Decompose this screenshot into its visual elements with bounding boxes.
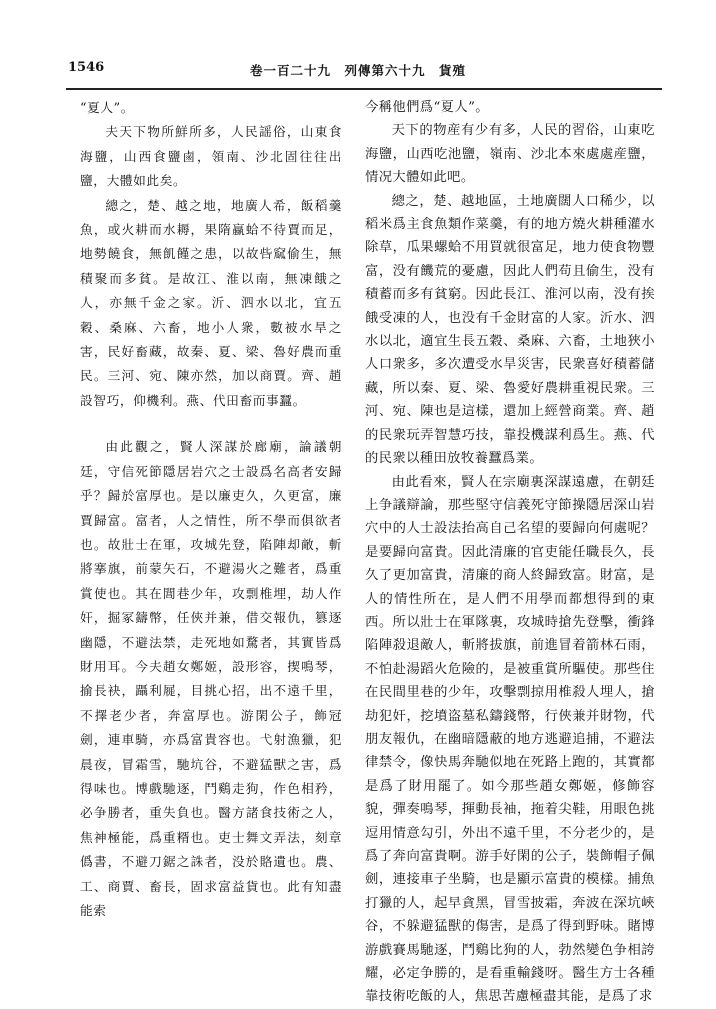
classical-paragraph: 夫天下物所鮮所多，人民謡俗，山東食海鹽，山西食鹽鹵，領南、沙北固往往出鹽，大體如此矣。 <box>80 124 342 189</box>
translation-paragraph: 由此看來，賢人在宗廟裏深謀遠慮，在朝廷上争議辯論，那些堅守信義死守節操隱居深山岩穴中的人士設法抬高自己名望的要歸向何處呢？是要歸向富貴。因此清廉的官吏能任職長久，長久了更加富貴，清廉的商人終歸致富。財富，是人的情性所在，是人們不用學而都想得到的東西。所以壯士在軍隊裏，攻城時搶先登擊，衝鋒陷陣殺退敵人，斬將拔旗，前進冒着箭林石雨，不怕赴湯蹈火危險的，是被重賞所驅使。那些住在民間里巷的少年，攻擊剽掠用椎殺人埋人，搶劫犯奸，挖墳盗墓私鑄錢幣，行俠兼并財物，代朋友報仇，在幽暗隱蔽的地方逃避追捕，不避法律禁令，像快馬奔馳似地在死路上跑的，其實都是爲了財用罷了。如今那些趙女鄭姬，修飾容貌，彈奏鳴琴，揮動長袖，拖着尖鞋，用眼色挑逗用情意勾引，外出不遠千里，不分老少的，是爲了奔向富貴啊。游手好閑的公子，裝飾帽子佩劍，連接車子坐騎，也是顯示富貴的模樣。捕魚打獵的人，起早貪黑，冒雪披霜，奔波在深坑峽谷，不躲避猛獸的傷害，是爲了得到野味。賭博游戲賽馬馳逐，鬥鷄比狗的人，勃然變色争相誇耀，必定争勝的，是看重輸錢呀。醫生方士各種靠技術吃飯的人，焦思苦慮極盡其能，是爲了求 <box>365 474 655 1005</box>
classical-text-column <box>80 96 342 923</box>
translation-column <box>365 96 655 1009</box>
translation-paragraph: 天下的物産有少有多，人民的習俗，山東吃海鹽，山西吃池鹽，嶺南、沙北本來處處産鹽，情况大體如此吧。 <box>365 123 655 186</box>
translation-paragraph: 總之，楚、越地區，土地廣闊人口稀少，以稻米爲主食魚類作菜羹，有的地方燒火耕種灌水除草，瓜果螺蛤不用買就很富足，地力使食物豐富，没有饑荒的憂慮，因此人們苟且偷生，没有積蓄而多有貧窮。因此長江、淮河以南，没有挨餓受凍的人，也没有千金財富的人家。沂水、泗水以北，適宜生長五穀、桑麻、六畜，土地狹小人口衆多，多次遭受水旱災害，民衆喜好積蓄儲藏，所以秦、夏、梁、魯愛好農耕重視民衆。三河、宛、陳也是這樣，還加上經營商業。齊、趙的民衆玩弄智慧巧技，靠投機謀利爲生。燕、代的民衆以種田放牧養蠶爲業。 <box>365 193 655 467</box>
classical-paragraph: “夏人”。 <box>80 100 135 115</box>
classical-paragraph: 由此觀之，賢人深謀於廊廟，論議朝廷，守信死節隱居岩穴之士設爲名高者安歸乎？歸於富厚也。是以廉吏久，久更富，廉賈歸富。富者，人之情性，所不學而俱欲者也。故壯士在軍，攻城先登，陷陣却敵，斬將搴旗，前蒙矢石，不避湯火之難者，爲重賞使也。其在閭巷少年，攻剽椎埋，劫人作奸，掘冢鑄幣，任俠并兼，借交報仇，篡逐幽隱，不避法禁，走死地如騖者，其實皆爲財用耳。今夫趙女鄭姬，設形容，揳鳴琴，揄長袂，躡利屣，目挑心招，出不遠千里，不擇老少者，奔富厚也。游閑公子，飾冠劍，連車騎，亦爲富貴容也。弋射漁獵，犯晨夜，冒霜雪，馳坑谷，不避猛獸之害，爲得味也。博戲馳逐，鬥鷄走狗，作色相矜，必争勝者，重失負也。醫方諸食技術之人，焦神極能，爲重糈也。吏士舞文弄法，刻章僞書，不避刀鋸之誅者，没於賂遺也。農、工、商賈、畜長，固求富益貨也。此有知盡能索 <box>80 439 342 918</box>
page-number: 1546 <box>68 60 105 75</box>
running-title: 卷一百二十九 列傳第六十九 貨殖 <box>250 63 467 78</box>
header-rule <box>66 88 662 90</box>
classical-paragraph: 總之，楚、越之地，地廣人希，飯稻羹魚，或火耕而水耨，果隋蠃蛤不待賈而足，地勢饒食，無飢饉之患，以故呰窳偷生，無積聚而多貧。是故江、淮以南，無凍餓之人，亦無千金之家。沂、泗水以北，宜五穀、桑麻、六畜，地小人衆，數被水旱之害，民好畜藏，故秦、夏、梁、魯好農而重民。三河、宛、陳亦然，加以商賈。齊、趙設智巧，仰機利。燕、代田畜而事蠶。 <box>80 197 342 408</box>
translation-paragraph: 今稱他們爲“夏人”。 <box>365 100 489 115</box>
